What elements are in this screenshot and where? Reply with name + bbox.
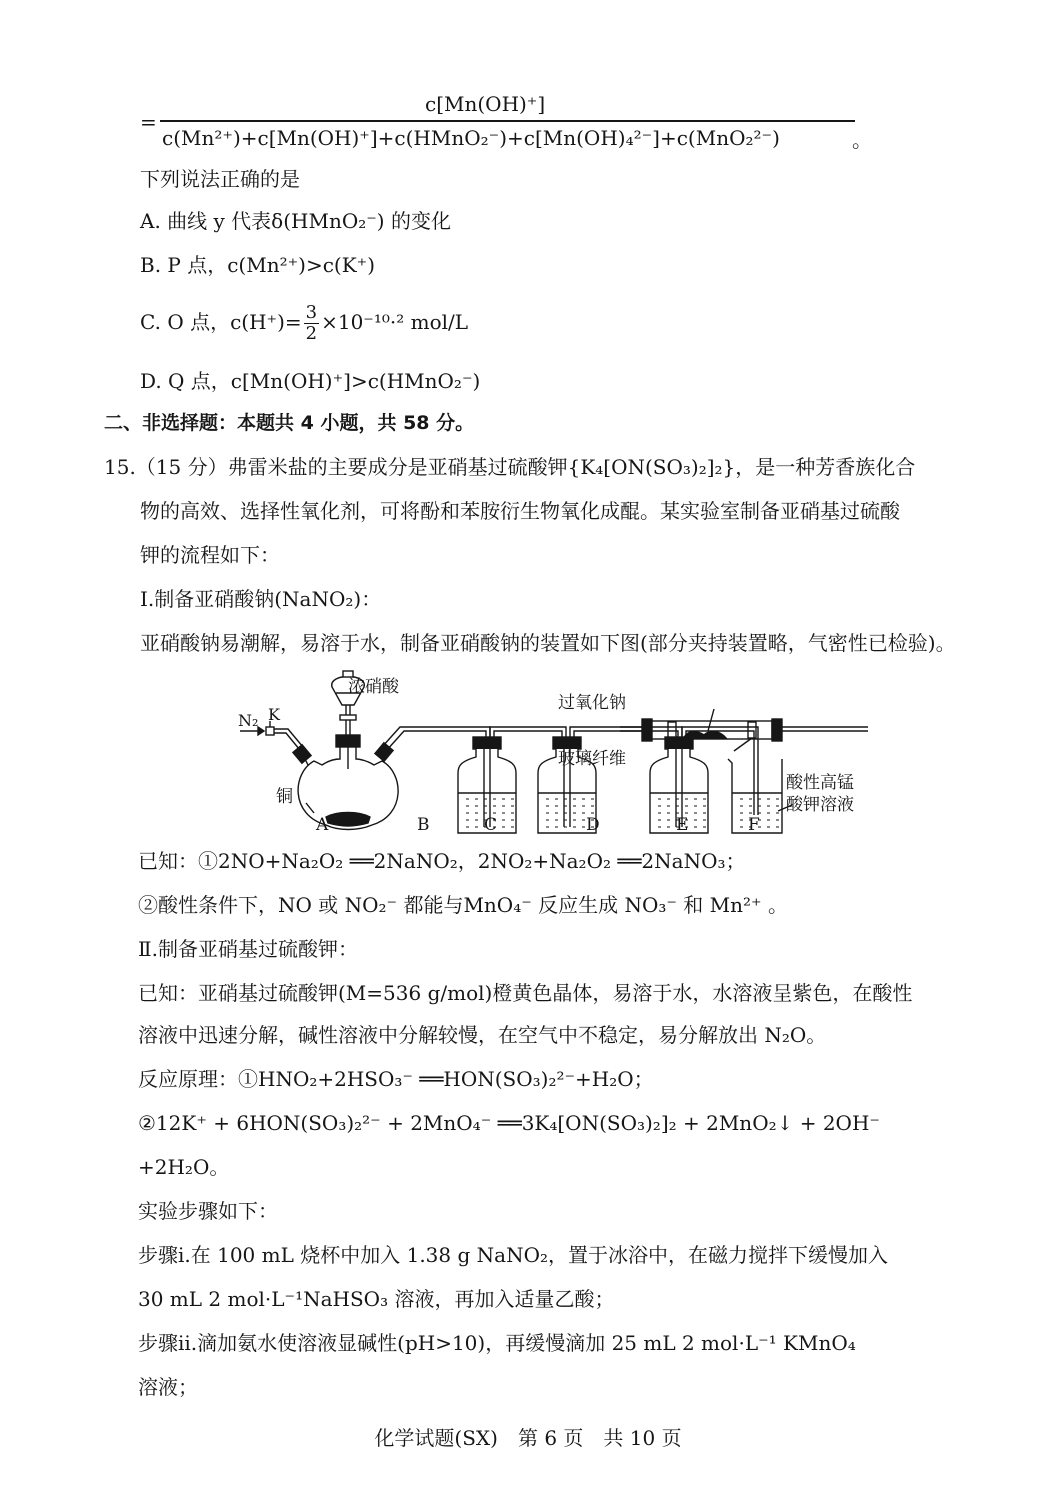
fraction-bar: [160, 120, 855, 122]
apparatus-letter-d: D: [586, 815, 600, 835]
reaction-line-1: 反应原理：①HNO₂+2HSO₃⁻ ══HON(SO₃)₂²⁻+H₂O；: [138, 1067, 654, 1091]
formula-denominator: c(Mn²⁺)+c[Mn(OH)⁺]+c(HMnO₂⁻)+c[Mn(OH)₄²⁻]+c(MnO₂²⁻): [162, 126, 780, 150]
q15-intro-line-3: 钾的流程如下：: [140, 543, 280, 567]
label-concentrated-nitric-acid: 浓硝酸: [348, 677, 399, 697]
stopper: [336, 735, 360, 747]
reaction-line-3: +2H₂O。: [138, 1155, 230, 1179]
option-text-after: ×10⁻¹⁰·² mol/L: [321, 310, 469, 334]
known1-line-1: 已知：①2NO+Na₂O₂ ══2NaNO₂，2NO₂+Na₂O₂ ══2NaNO₃；: [138, 849, 746, 873]
step-line-2: 30 mL 2 mol·L⁻¹NaHSO₃ 溶液，再加入适量乙酸；: [138, 1287, 615, 1311]
known1-line-2: ②酸性条件下，NO 或 NO₂⁻ 都能与MnO₄⁻ 反应生成 NO₃⁻ 和 Mn²⁺ 。: [138, 893, 788, 917]
option-label: B.: [140, 253, 162, 277]
valve-k-icon: [266, 727, 274, 735]
option-d: [140, 368, 480, 394]
n2-arrowhead: [258, 727, 264, 735]
formula-numerator: c[Mn(OH)⁺]: [425, 92, 546, 116]
stopper: [293, 745, 311, 763]
label-valve-k: K: [268, 705, 280, 724]
fraction-numerator: 3: [305, 302, 318, 323]
option-text-before: O 点，c(H⁺)=: [167, 310, 302, 334]
part1-title: Ⅰ.制备亚硝酸钠(NaNO₂)：: [140, 587, 382, 611]
step-line-3: 步骤ⅱ.滴加氨水使溶液显碱性(pH>10)，再缓慢滴加 25 mL 2 mol·L⁻¹ KMnO₄: [138, 1331, 856, 1355]
option-label: A.: [140, 209, 161, 233]
option-a: [140, 208, 451, 234]
option-b: [140, 252, 375, 278]
apparatus-letter-c: C: [484, 815, 498, 835]
label-kmno4-line1: 酸性高锰: [786, 773, 854, 793]
inline-fraction: [304, 303, 319, 344]
label-n2: N₂: [238, 711, 259, 730]
option-label: D.: [140, 369, 162, 393]
formula-end-punct: 。: [852, 128, 872, 152]
apparatus-letter-a: A: [316, 815, 329, 835]
part1-description: 亚硝酸钠易潮解，易溶于水，制备亚硝酸钠的装置如下图(部分夹持装置略，气密性已检验)。: [140, 631, 956, 655]
q15-intro-line-1: 15.（15 分）弗雷米盐的主要成分是亚硝基过硫酸钾{K₄[ON(SO₃)₂]₂}，是一种芳香族化合: [104, 455, 916, 479]
copper-icon: [326, 813, 370, 827]
option-label: C.: [140, 310, 161, 334]
label-copper: 铜: [276, 787, 293, 807]
label-sodium-peroxide: 过氧化钠: [558, 693, 626, 713]
section-heading: 二、非选择题：本题共 4 小题，共 58 分。: [104, 412, 475, 434]
option-c: [140, 300, 468, 344]
apparatus-letter-b: B: [417, 815, 430, 835]
apparatus-letter-f: F: [748, 815, 760, 835]
question-prompt: 下列说法正确的是: [140, 167, 300, 191]
q15-intro-line-2: 物的高效、选择性氧化剂，可将酚和苯胺衍生物氧化成醌。某实验室制备亚硝基过硫酸: [140, 499, 900, 523]
known2-line-1: 已知：亚硝基过硫酸钾(M=536 g/mol)橙黄色晶体，易溶于水，水溶液呈紫色，在酸性: [138, 981, 913, 1005]
apparatus-diagram-right: [620, 665, 920, 840]
known2-line-2: 溶液中迅速分解，碱性溶液中分解较慢，在空气中不稳定，易分解放出 N₂O。: [138, 1023, 827, 1047]
option-text: 曲线 y 代表δ(HMnO₂⁻) 的变化: [167, 209, 451, 233]
step-line-1: 步骤ⅰ.在 100 mL 烧杯中加入 1.38 g NaNO₂，置于冰浴中，在磁力搅拌下缓慢加入: [138, 1243, 888, 1267]
label-kmno4-line2: 酸钾溶液: [786, 795, 854, 815]
step-line-4: 溶液；: [138, 1375, 198, 1399]
page-footer: 化学试题(SX) 第 6 页 共 10 页: [374, 1426, 682, 1450]
label-glass-fiber: 玻璃纤维: [558, 749, 626, 769]
formula-equals: =: [140, 110, 157, 134]
option-text: P 点，c(Mn²⁺)>c(K⁺): [167, 253, 376, 277]
steps-title: 实验步骤如下：: [138, 1199, 278, 1223]
option-text: Q 点，c[Mn(OH)⁺]>c(HMnO₂⁻): [168, 369, 481, 393]
fraction-denominator: 2: [305, 323, 318, 344]
reaction-line-2: ②12K⁺ + 6HON(SO₃)₂²⁻ + 2MnO₄⁻ ══3K₄[ON(SO₃)₂]₂ + 2MnO₂↓ + 2OH⁻: [138, 1111, 880, 1135]
apparatus-letter-e: E: [676, 815, 689, 835]
part2-title: Ⅱ.制备亚硝基过硫酸钾：: [138, 937, 358, 961]
